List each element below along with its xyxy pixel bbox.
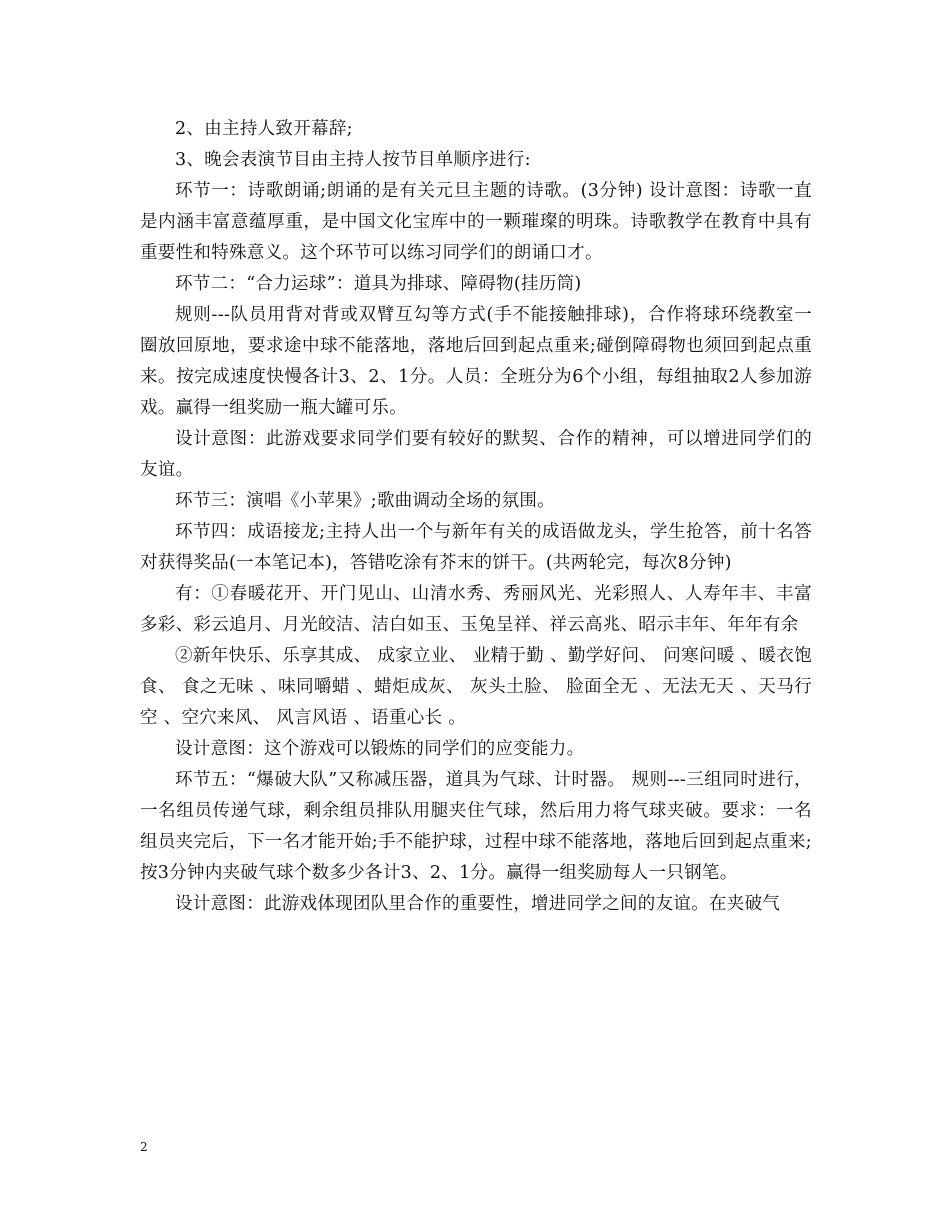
paragraph-segment-four-intent: 设计意图：这个游戏可以锻炼的同学们的应变能力。	[175, 739, 585, 759]
paragraph-idiom-chain-one: 有：①春暖花开、开门见山、山清水秀、秀丽风光、光彩照人、人寿年丰、丰富多彩、彩云追月、月光皎洁、洁白如玉、玉兔呈祥、祥云高兆、昭示丰年、年年有余	[140, 584, 812, 635]
paragraph-segment-one: 环节一：诗歌朗诵;朗诵的是有关元旦主题的诗歌。(3分钟) 设计意图：诗歌一直是内涵丰富意蕴厚重，是中国文化宝库中的一颗璀璨的明珠。诗歌教学在教育中具有重要性和特殊意义。这个环节可以练习同学们的朗诵口才。	[140, 181, 812, 263]
paragraph-idiom-chain-two: ②新年快乐、乐享其成、 成家立业、 业精于勤 、勤学好问、 问寒问暖 、暖衣饱食、 食之无味 、味同嚼蜡 、蜡炬成灰、 灰头土脸、 脸面全无 、无法无天 、天马行空 、空穴来风、 风言风语 、语重心长 。	[140, 646, 812, 728]
page-number: 2	[140, 1140, 148, 1154]
paragraph-segment-two-intent: 设计意图：此游戏要求同学们要有较好的默契、合作的精神，可以增进同学们的友谊。	[140, 429, 812, 480]
paragraph-segment-five-intent: 设计意图：此游戏体现团队里合作的重要性，增进同学之间的友谊。在夹破气	[175, 894, 781, 914]
document-body	[140, 114, 812, 920]
paragraph-segment-five: 环节五：“爆破大队”又称减压器，道具为气球、计时器。 规则---三组同时进行，一名组员传递气球，剩余组员排队用腿夹住气球，然后用力将气球夹破。要求：一名组员夹完后，下一名才能开始;手不能护球，过程中球不能落地，落地后回到起点重来;按3分钟内夹破气球个数多少各计3、2、1分。赢得一组奖励每人一只钢笔。	[140, 770, 812, 883]
paragraph-program-order: 3、晚会表演节目由主持人按节目单顺序进行:	[175, 150, 531, 170]
paragraph-opening-speech: 2、由主持人致开幕辞;	[175, 119, 353, 139]
paragraph-segment-four: 环节四：成语接龙;主持人出一个与新年有关的成语做龙头，学生抢答，前十名答对获得奖品(一本笔记本)，答错吃涂有芥末的饼干。(共两轮完，每次8分钟)	[140, 522, 812, 573]
paragraph-segment-three: 环节三：演唱《小苹果》;歌曲调动全场的氛围。	[175, 491, 555, 511]
paragraph-segment-two-rules: 规则---队员用背对背或双臂互勾等方式(手不能接触排球)，合作将球环绕教室一圈放回原地，要求途中球不能落地，落地后回到起点重来;碰倒障碍物也须回到起点重来。按完成速度快慢各计3、2、1分。人员：全班分为6个小组，每组抽取2人参加游戏。赢得一组奖励一瓶大罐可乐。	[140, 305, 812, 418]
paragraph-segment-two: 环节二：“合力运球”：道具为排球、障碍物(挂历筒)	[175, 274, 582, 294]
